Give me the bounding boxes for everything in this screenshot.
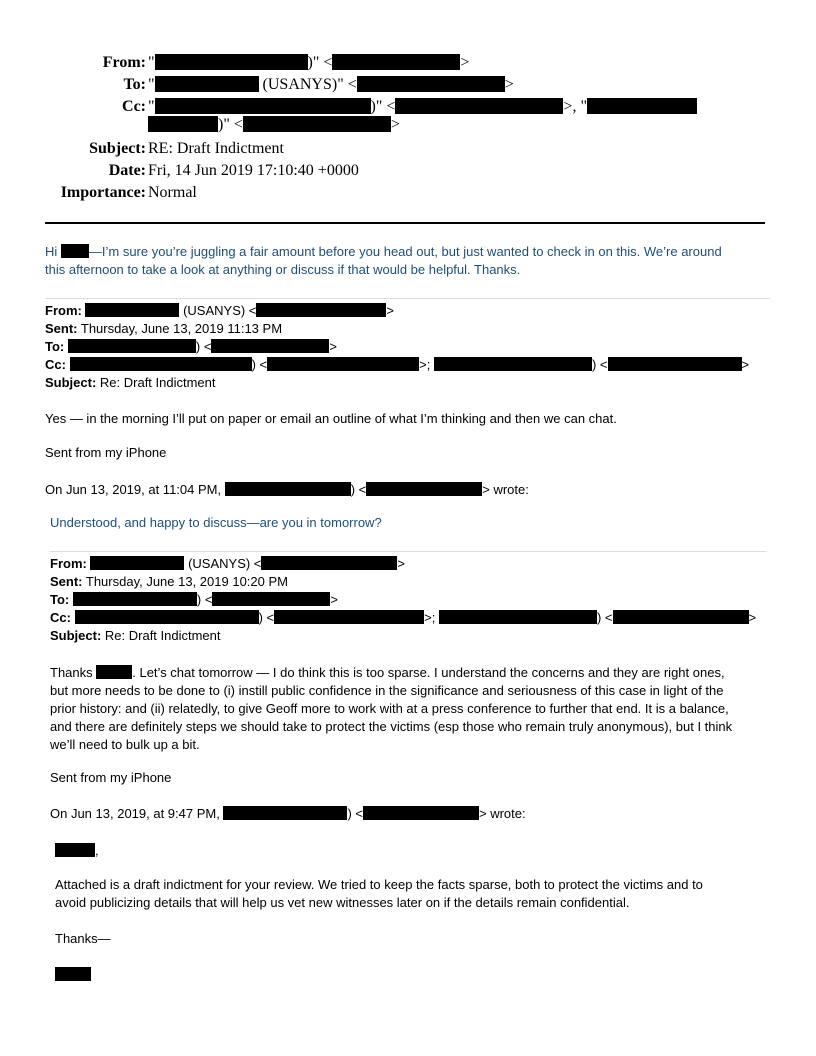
- sent-value: Thursday, June 13, 2019 11:13 PM: [77, 321, 283, 336]
- message-2-quote-intro: [45, 481, 529, 499]
- message-2-body: Yes — in the morning I’ll put on paper or email an outline of what I’m thinking and then we can chat.: [45, 411, 617, 426]
- subject-value: Re: Draft Indictment: [101, 628, 221, 643]
- message-divider: [50, 551, 766, 552]
- message-1-body: [45, 243, 775, 279]
- greeting: Hi: [45, 244, 61, 259]
- redaction: [148, 116, 218, 132]
- redaction: [223, 806, 347, 820]
- redaction: [395, 98, 563, 114]
- from-sep: )" <: [307, 54, 333, 71]
- redaction: [155, 98, 371, 114]
- sep: ) <: [591, 357, 608, 372]
- from-label: From:: [102, 54, 146, 71]
- date-value: Fri, 14 Jun 2019 17:10:40 +0000: [148, 162, 359, 179]
- sep: ) <: [596, 610, 613, 625]
- wrote: > wrote:: [482, 482, 529, 497]
- from-label: From:: [50, 556, 87, 571]
- message-4-signature: Sent from my iPhone: [50, 770, 172, 785]
- on-prefix: On Jun 13, 2019, at 11:04 PM,: [45, 482, 225, 497]
- thanks: Thanks: [50, 665, 97, 680]
- importance-value: Normal: [148, 184, 197, 201]
- redaction: [75, 610, 259, 624]
- line-4: and there are definitely steps we should take to protect the victims (esp those who remain truly anonymous), but I think: [50, 719, 733, 734]
- sent-label: Sent:: [45, 321, 78, 336]
- cc-sep3: )" <: [218, 116, 243, 133]
- subject-label: Subject:: [89, 140, 146, 157]
- message-1-line-1: —I’m sure you’re juggling a fair amount before you head out, but just wanted to check in on this. We’re around: [88, 244, 722, 259]
- sep: ) <: [350, 482, 367, 497]
- close: >: [741, 357, 750, 372]
- from-close: >: [460, 54, 470, 71]
- cc-label: Cc:: [45, 357, 66, 372]
- line-1: . Let’s chat tomorrow — I do think this is too sparse. I understand the concerns and they are right ones,: [132, 665, 725, 680]
- message-5-closing: Thanks—: [55, 931, 111, 946]
- subject-value: RE: Draft Indictment: [148, 140, 284, 157]
- redaction: [357, 76, 505, 92]
- redaction: [212, 592, 330, 606]
- from-mid: (USANYS) <: [179, 303, 257, 318]
- close: >: [386, 303, 394, 318]
- message-4-body: [50, 664, 780, 754]
- redaction: [267, 357, 419, 371]
- subject-value: Re: Draft Indictment: [96, 375, 216, 390]
- line-2: avoid publicizing details that will help us vet new witnesses later on if the details remain confidential.: [55, 895, 630, 910]
- redaction: [439, 610, 597, 624]
- redaction: [332, 54, 460, 70]
- redaction: [155, 54, 308, 70]
- message-5-body: [55, 876, 703, 912]
- redaction: [434, 357, 592, 371]
- close: >: [397, 556, 405, 571]
- to-label: To:: [123, 76, 146, 93]
- semi: >;: [424, 610, 439, 625]
- cc-sep2: >, ": [563, 98, 587, 115]
- wrote: > wrote:: [479, 806, 526, 821]
- message-3-body: Understood, and happy to discuss—are you in tomorrow?: [50, 515, 382, 530]
- message-5-signature: [55, 966, 91, 984]
- cc-sep: )" <: [370, 98, 396, 115]
- importance-label: Importance:: [60, 184, 146, 201]
- from-quote: ": [148, 54, 155, 71]
- redaction: [55, 967, 91, 981]
- sep: ) <: [347, 806, 363, 821]
- sep: ) <: [251, 357, 268, 372]
- redaction: [366, 482, 482, 496]
- redaction: [155, 76, 259, 92]
- subject-label: Subject:: [50, 628, 102, 643]
- redaction: [274, 610, 424, 624]
- redaction: [256, 303, 386, 317]
- from-label: From:: [45, 303, 82, 318]
- redaction: [73, 592, 197, 606]
- cc-close: >: [390, 116, 400, 133]
- redaction: [211, 339, 329, 353]
- redaction: [90, 556, 184, 570]
- close: >: [330, 592, 339, 607]
- sep: ) <: [196, 592, 213, 607]
- redaction: [608, 357, 742, 371]
- redaction: [68, 339, 196, 353]
- redaction: [55, 843, 95, 857]
- sep: ) <: [195, 339, 212, 354]
- to-sep: (USANYS)" <: [258, 76, 357, 93]
- message-5-greeting: [55, 842, 99, 860]
- to-label: To:: [45, 339, 65, 354]
- close: >: [329, 339, 338, 354]
- semi: >;: [419, 357, 434, 372]
- redaction: [363, 806, 479, 820]
- message-2-signature: Sent from my iPhone: [45, 445, 167, 460]
- line-3: prior history: and (ii) relatedly, to give Geoff more to work with at a press conference to further that end. It is a balance,: [50, 701, 729, 716]
- header-divider: [45, 222, 765, 224]
- redaction: [61, 244, 89, 258]
- message-2-header: [45, 302, 749, 392]
- redaction: [243, 116, 391, 132]
- to-quote: ": [148, 76, 155, 93]
- redaction: [261, 556, 397, 570]
- message-divider: [45, 298, 770, 299]
- subject-label: Subject:: [45, 375, 97, 390]
- cc-label: Cc:: [50, 610, 71, 625]
- cc-label: Cc:: [122, 98, 146, 115]
- close: >: [748, 610, 757, 625]
- message-1-line-2: this afternoon to take a look at anything or discuss if that would be helpful. Thanks.: [45, 262, 521, 277]
- cc-quote: ": [148, 98, 155, 115]
- redaction: [85, 303, 179, 317]
- comma: ,: [95, 843, 99, 858]
- line-2: but more needs to be done to (i) instill public confidence in the significance and seriousness of this case in light of the: [50, 683, 724, 698]
- sent-label: Sent:: [50, 574, 83, 589]
- to-label: To:: [50, 592, 70, 607]
- message-4-quote-intro: [50, 805, 526, 823]
- sent-value: Thursday, June 13, 2019 10:20 PM: [82, 574, 288, 589]
- line-5: we’ll need to bulk up a bit.: [50, 737, 200, 752]
- sep: ) <: [258, 610, 275, 625]
- redaction: [70, 357, 252, 371]
- redaction: [613, 610, 749, 624]
- redaction: [587, 98, 697, 114]
- message-4-header: [50, 555, 756, 645]
- on-prefix: On Jun 13, 2019, at 9:47 PM,: [50, 806, 224, 821]
- date-label: Date:: [108, 162, 146, 179]
- redaction: [96, 665, 132, 679]
- from-mid: (USANYS) <: [184, 556, 262, 571]
- redaction: [225, 482, 351, 496]
- line-1: Attached is a draft indictment for your review. We tried to keep the facts sparse, both to protect the victims and to: [55, 877, 703, 892]
- to-close: >: [504, 76, 514, 93]
